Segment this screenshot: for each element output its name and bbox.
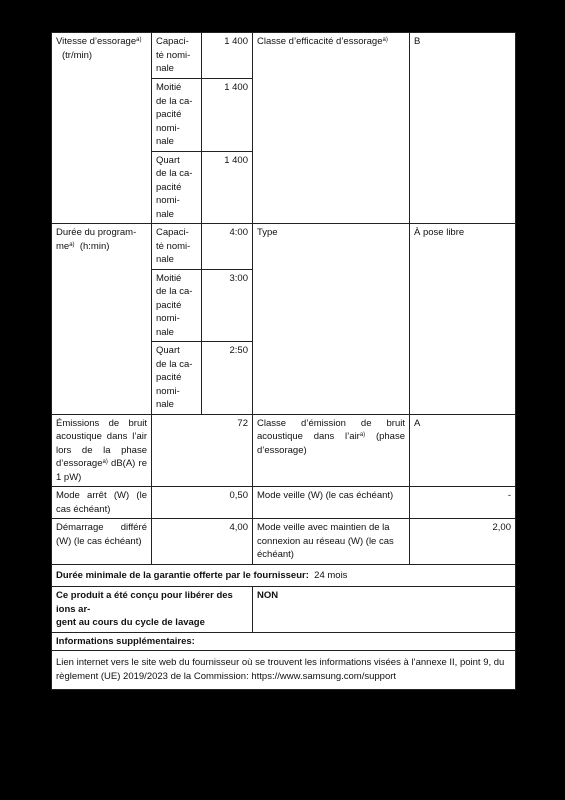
product-info-table — [51, 32, 516, 690]
noise-label: Émissions de bruit acoustique dans l’air lors de la phase d’essorage$^{a)}$ dB(A) re 1 pW) — [52, 414, 152, 487]
spin-row-1 — [52, 33, 516, 79]
duration-sub-label-1: Moitié de la ca- pacité nomi- nale — [152, 269, 202, 342]
warranty-row — [52, 564, 516, 587]
silver-row — [52, 587, 516, 633]
off-mode-value: 0,50 — [152, 487, 253, 519]
duration-row-1 — [52, 224, 516, 270]
spin-sub-value-2: 1 400 — [202, 151, 253, 224]
spin-class-value: B — [410, 33, 516, 224]
duration-label: Durée du program- $me^{a)}$ (h:min) — [52, 224, 152, 415]
off-mode-label: Mode arrêt (W) (le cas échéant) — [52, 487, 152, 519]
spin-class-label: Classe d’efficacité d’essorage$^{a)}$ — [253, 33, 410, 224]
network-standby-value: 2,00 — [410, 519, 516, 565]
info-header-row — [52, 632, 516, 651]
standby-value: - — [410, 487, 516, 519]
duration-sub-label-0: Capaci- tė nomi- nale — [152, 224, 202, 270]
spin-sub-label-0: Capaci- tė nomi- nale — [152, 33, 202, 79]
off-row — [52, 487, 516, 519]
duration-sub-value-2: 2:50 — [202, 342, 253, 415]
spin-sub-value-0: 1 400 — [202, 33, 253, 79]
delay-row — [52, 519, 516, 565]
silver-value: NON — [253, 587, 516, 633]
silver-label: Ce produit a été conçu pour libérer des ions ar- gent au cours du cycle de lavage — [52, 587, 253, 633]
info-text: Lien internet vers le site web du fournisseur où se trouvent les informations visées à l’annexe II, point 9, du règlement (UE) 2019/2023 de la Commission: https://www.samsung.com/support — [52, 651, 516, 690]
spin-sub-value-1: 1 400 — [202, 79, 253, 152]
noise-value: 72 — [152, 414, 253, 487]
type-value: À pose libre — [410, 224, 516, 415]
noise-class-value: A — [410, 414, 516, 487]
warranty-cell — [52, 564, 516, 587]
info-label: Informations supplémentaires: — [52, 632, 516, 651]
info-text-row — [52, 651, 516, 690]
noise-class-label: Classe d’émission de bruit acoustique dans l’air$^{a)}$ (phase d’essorage) — [253, 414, 410, 487]
delay-start-label: Démarrage différé (W) (le cas échéant) — [52, 519, 152, 565]
standby-label: Mode veille (W) (le cas échéant) — [253, 487, 410, 519]
spin-sub-label-1: Moitié de la ca- pacité nomi- nale — [152, 79, 202, 152]
duration-sub-value-1: 3:00 — [202, 269, 253, 342]
spin-speed-label: Vitesse d’essorage$^{a)}$ (tr/min) — [52, 33, 152, 224]
type-label: Type — [253, 224, 410, 415]
delay-start-value: 4,00 — [152, 519, 253, 565]
duration-sub-label-2: Quart de la ca- pacité nomi- nale — [152, 342, 202, 415]
network-standby-label: Mode veille avec maintien de la connexion au réseau (W) (le cas échéant) — [253, 519, 410, 565]
duration-sub-value-0: 4:00 — [202, 224, 253, 270]
spin-sub-label-2: Quart de la ca- pacité nomi- nale — [152, 151, 202, 224]
warranty-label: Durée minimale de la garantie offerte par le fournisseur: — [56, 569, 309, 581]
noise-row — [52, 414, 516, 487]
warranty-value: 24 mois — [314, 569, 348, 581]
